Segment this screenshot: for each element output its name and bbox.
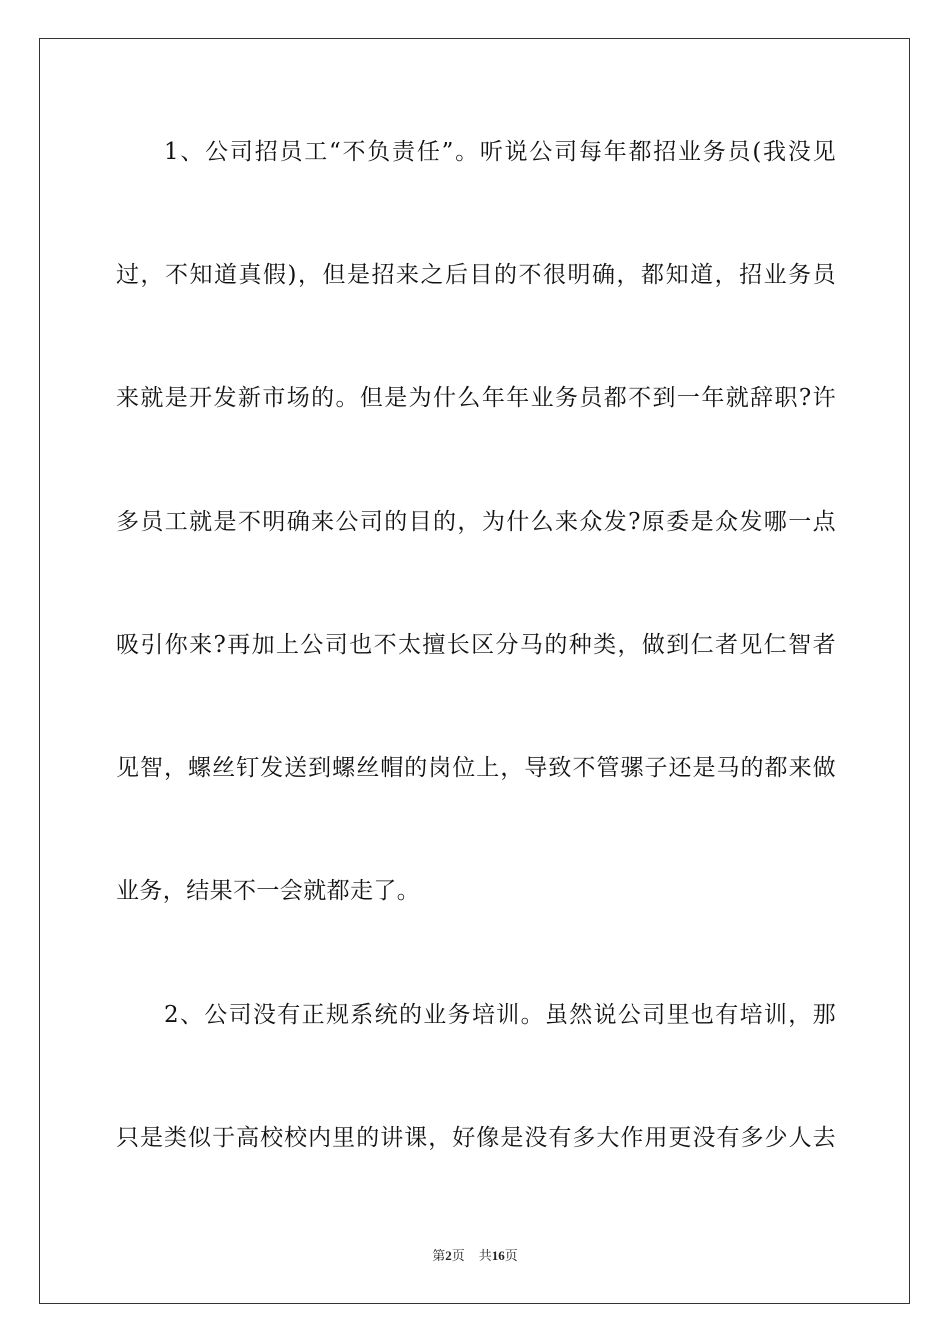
paragraph-2-line-2: 只是类似于高校校内里的讲课，好像是没有多大作用更没有多少人去 [116,1125,836,1151]
paragraph-1-line-7: 业务，结果不一会就都走了。 [116,878,421,904]
paragraph-1-line-3: 来就是开发新市场的。但是为什么年年业务员都不到一年就辞职?许 [116,385,836,411]
paragraph-2-line-1: 2、公司没有正规系统的业务培训。虽然说公司里也有培训，那 [164,1002,836,1028]
page-number: 2 [445,1248,452,1263]
paragraph-1-line-2: 过，不知道真假)，但是招来之后目的不很明确，都知道，招业务员 [116,262,836,288]
total-label-suffix: 页 [504,1248,518,1263]
total-pages: 16 [491,1248,505,1263]
page-border [39,38,910,1304]
page-label-prefix: 第 [432,1248,446,1263]
page-label-suffix: 页 [451,1248,465,1263]
paragraph-1-line-4: 多员工就是不明确来公司的目的，为什么来众发?原委是众发哪一点 [116,509,836,535]
page-footer [0,1247,950,1265]
paragraph-1-line-5: 吸引你来?再加上公司也不太擅长区分马的种类，做到仁者见仁智者 [116,632,836,658]
paragraph-1-line-6: 见智，螺丝钉发送到螺丝帽的岗位上，导致不管骡子还是马的都来做 [116,755,836,781]
paragraph-1-line-1: 1、公司招员工“不负责任”。听说公司每年都招业务员(我没见 [164,139,836,165]
total-label-prefix: 共 [478,1248,492,1263]
